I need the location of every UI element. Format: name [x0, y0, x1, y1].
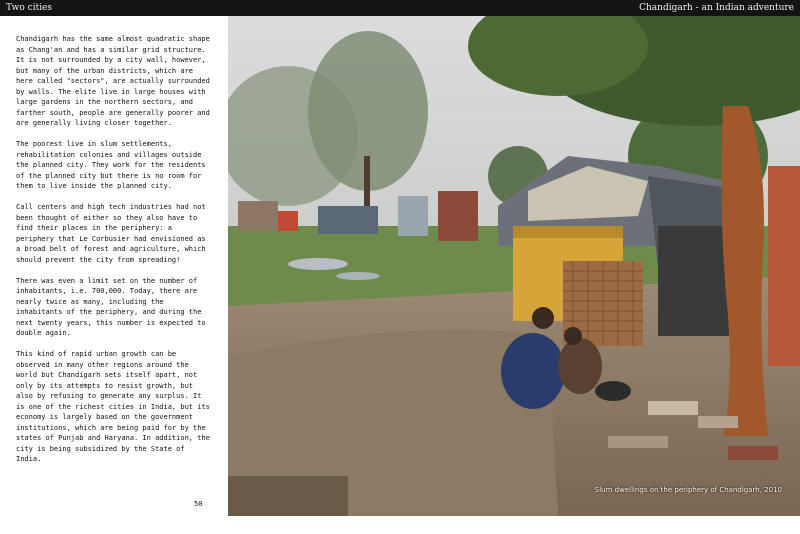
running-header-left: Two cities — [6, 3, 53, 13]
running-header — [0, 0, 800, 16]
paragraph: Call centers and high tech industries had not been thought of either so they also have to find their places in the periphery: a periphery that Le Corbusier had envisioned as a broad belt of forest and agriculture, which should prevent the city from spreading! — [16, 203, 206, 264]
paragraph: There was even a limit set on the number of inhabitants, i.e. 700,000. Today, there are nearly twice as many, including the inhabitants of the periphery, and during the next twenty years, this number is expected to double again. — [16, 276, 206, 337]
running-header-right: Chandigarh - an Indian adventure — [639, 3, 794, 13]
slum-photograph — [228, 16, 800, 516]
photo-caption: Slum dwellings on the periphery of Chandigarh, 2010 — [594, 486, 782, 494]
paragraph: The poorest live in slum settlements, rehabilitation colonies and villages outside the planned city. They work for the residents of the planned city but there is no room for them to live inside the planned city. — [16, 140, 206, 190]
body-text-column — [16, 34, 214, 475]
paragraph: This kind of rapid urban growth can be observed in many other regions around the world but Chandigarh sets itself apart, not only by its attempts to resist growth, but also by refusing to generate any surplus. It is one of the richest cities in India, but its economy is largely based on the government institutions, which are being paid for by the states of Punjab and Haryana. In addition, the city is being subsidized by the State of India. — [16, 350, 210, 463]
photo-illustration — [228, 16, 800, 516]
page-number: 50 — [194, 500, 203, 508]
paragraph: Chandigarh has the same almost quadratic shape as Chang'an and has a similar grid structure. It is not surrounded by a city wall, however, but many of the urban districts, which are here called "sectors", are actually surrounded by walls. The elite live in large houses with large gardens in the northern sectors, and farther south, people are generally poorer and are generally living closer together. — [16, 35, 210, 127]
